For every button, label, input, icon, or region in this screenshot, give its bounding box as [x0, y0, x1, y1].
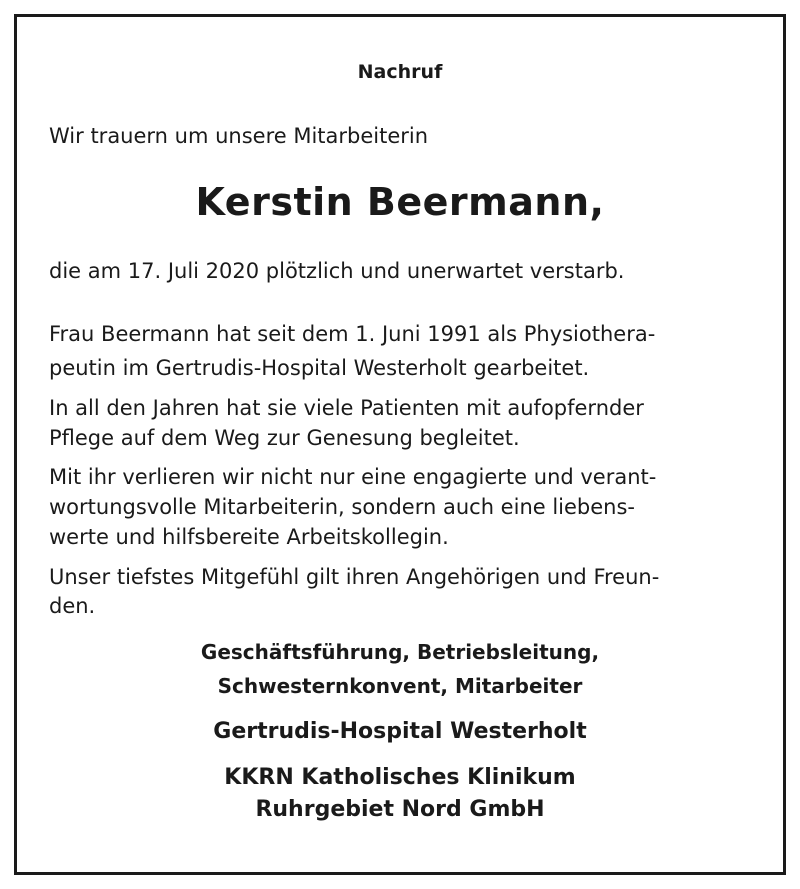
- signature-group-line-2: Schwesternkonvent, Mitarbeiter: [217, 674, 583, 698]
- death-notice: die am 17. Juli 2020 plötzlich und unerwartet verstarb.: [49, 259, 625, 283]
- paragraph-1-line-2: peutin im Gertrudis-Hospital Westerholt gearbeitet.: [49, 356, 590, 380]
- paragraph-4-line-2: den.: [49, 594, 96, 618]
- paragraph-3-line-3: werte und hilfsbereite Arbeitskollegin.: [49, 525, 449, 549]
- paragraph-3-line-2: wortungsvolle Mitarbeiterin, sondern auch eine liebens-: [49, 495, 636, 519]
- paragraph-2-line-1: In all den Jahren hat sie viele Patienten mit aufopfernder: [49, 396, 644, 420]
- paragraph-4-line-1: Unser tiefstes Mitgefühl gilt ihren Angehörigen und Freun-: [49, 565, 660, 589]
- intro-text: Wir trauern um unsere Mitarbeiterin: [49, 124, 429, 148]
- signature-clinic-line-1: KKRN Katholisches Klinikum: [224, 765, 576, 790]
- obituary-heading: Nachruf: [357, 61, 443, 83]
- paragraph-3-line-1: Mit ihr verlieren wir nicht nur eine engagierte und verant-: [49, 465, 657, 489]
- signature-clinic-line-2: Ruhrgebiet Nord GmbH: [255, 797, 545, 822]
- signature-group-line-1: Geschäftsführung, Betriebsleitung,: [200, 640, 600, 664]
- signature-hospital: Gertrudis-Hospital Westerholt: [213, 719, 587, 744]
- deceased-name: Kerstin Beermann,: [195, 180, 605, 224]
- paragraph-2-line-2: Pflege auf dem Weg zur Genesung begleitet.: [49, 426, 520, 450]
- paragraph-1-line-1: Frau Beermann hat seit dem 1. Juni 1991 als Physiothera-: [49, 322, 656, 346]
